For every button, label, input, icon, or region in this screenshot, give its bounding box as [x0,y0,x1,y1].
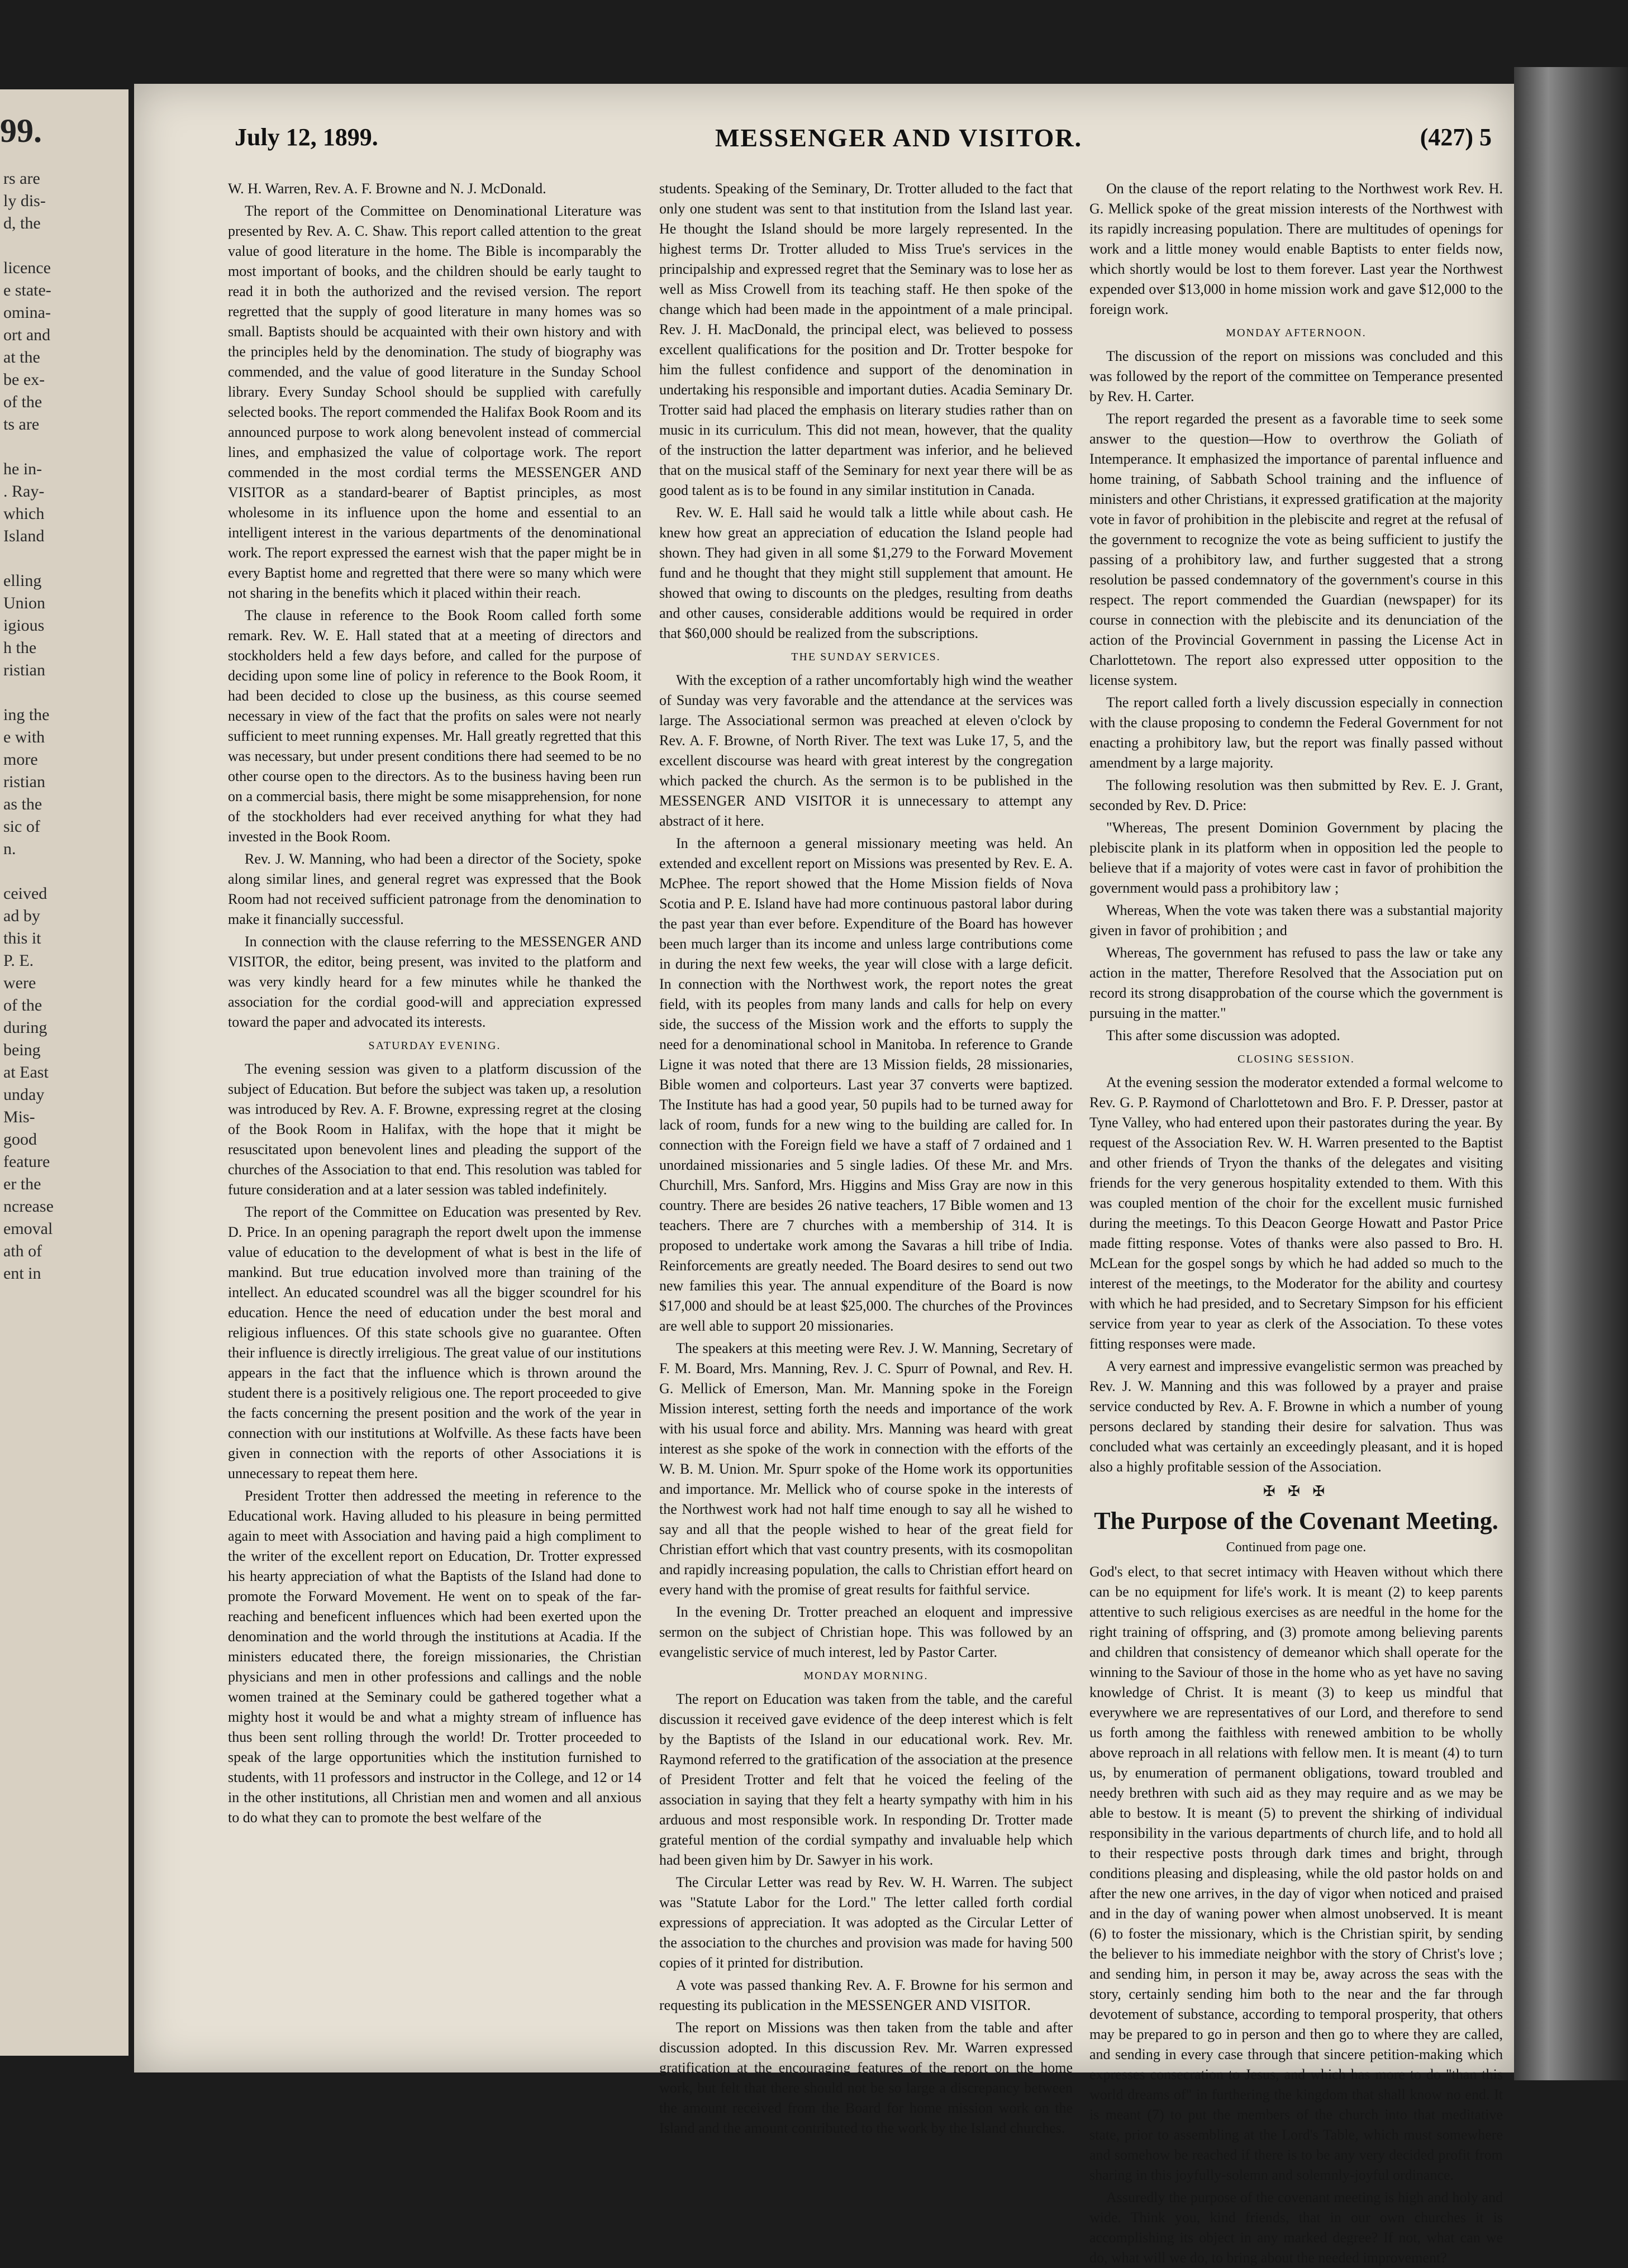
paragraph: The report on Education was taken from the table, and the careful discussion it received gave evidence of the deep interest which is felt by the Baptists of the Island in our educational work. Rev. Mr. Raymond referred to the gratification of the association at the presence of President Trotter and felt that he voiced the feeling of the association in saying that they felt a hearty sympathy with him in his arduous and most responsible work. In responding Dr. Trotter made grateful mention of the cordial sympathy and invaluable help which had been given him by Dr. Sawyer in his work. [659,1691,1073,1868]
paragraph: The report of the Committee on Denominational Literature was presented by Rev. A. C. Shaw. This report called attention to the great value of good literature in the home. The Bible is incomparably the most important of books, and the children should be early taught to read it in both the authorized and the revised version. The report regretted that the supply of good literature in many homes was so small. Baptists should be acquainted with their own history and with the principles held by the denomination. The study of biography was commended, and the value of good literature in the Sunday School library. Every Sunday School should be supplied with carefully selected books. The report commended the Halifax Book Room and its announced purpose to work along benevolent instead of commercial lines, and emphasized the value of colportage work. The report commended in the most cordial terms the MESSENGER AND VISITOR as a standard-bearer of Baptist principles, as most wholesome in its influence upon the home and essential to an intelligent interest in the various departments of the denominational work. The report expressed the earnest wish that the paper might be in every Baptist home and regretted that there were so many which were not sharing in the benefits which it placed within their reach. [228,203,641,601]
paragraph: In the evening Dr. Trotter preached an eloquent and impressive sermon on the subject of Christian hope. This was followed by an evangelistic service of much interest, led by Pastor Carter. [659,1604,1073,1660]
paragraph: At the evening session the moderator extended a formal welcome to Rev. G. P. Raymond of Charlottetown and Bro. F. P. Dresser, pastor at Tyne Valley, who had entered upon their pastorates during the year. By request of the Association Rev. W. H. Warren presented to the Baptist and other friends of Tryon the thanks of the delegates and visiting friends for the very generous hospitality extended to them. With this was coupled mention of the choir for the excellent music furnished during the meetings. To this Deacon George Howatt and Pastor Price made fitting response. Votes of thanks were also passed to Bro. H. McLean for the gospel songs by which he had added so much to the interest of the meetings, to the Moderator for the ability and courtesy with which he had presided, and to Secretary Simpson for his efficient service from year to year as clerk of the Association. To these votes fitting responses were made. [1089,1074,1503,1352]
paragraph: Assuredly the purpose of the covenant meeting is high and holy and wide. Think you, kind friends, that in our own churches it is accomplishing its object in any marked degree? If not, what can we do, what will we do, to bring about the needed improvement? [1089,2189,1503,2266]
paragraph: The Circular Letter was read by Rev. W. H. Warren. The subject was "Statute Labor for the Lord." The letter called forth cordial expressions of appreciation. It was adopted as the Circular Letter of the association to the churches and provision was made for having 500 copies of it printed for distribution. [659,1874,1073,1971]
newspaper-page [134,84,1514,2266]
paragraph: Rev. W. E. Hall said he would talk a little while about cash. He knew how great an appreciation of education the Island people had shown. They had given in all some $1,279 to the Forward Movement fund and he thought that they might still supplement that amount. He showed that owing to discounts on the pledges, resulting from deaths and other causes, considerable additions would be required in order that $60,000 should be realized from the subscriptions. [659,504,1073,641]
paragraph: Rev. J. W. Manning, who had been a director of the Society, spoke along similar lines, and general regret was expressed that the Book Room had not received sufficient patronage from the denomination to make it financially successful. [228,851,641,927]
paragraph: The following resolution was then submitted by Rev. E. J. Grant, seconded by Rev. D. Price: [1089,777,1503,813]
paragraph: The evening session was given to a platform discussion of the subject of Education. But before the subject was taken up, a resolution was introduced by Rev. A. F. Browne, expressing regret at the closing of the Book Room in Halifax, with the hope that it might be resuscitated upon benevolent lines and pleading the support of the churches of the Association to that end. This resolution was tabled for future consideration and at a later session was tabled indefinitely. [228,1061,641,1198]
paragraph: This after some discussion was adopted. [1106,1027,1340,1044]
section-heading: THE SUNDAY SERVICES. [791,651,941,663]
column-1 [228,179,641,2039]
adjacent-page-number: 99. [0,112,42,149]
paragraph: God's elect, to that secret intimacy with Heaven without which there can be no equipment for life's work. It is meant (2) to keep parents attentive to such religious exercises as are needful in the home for the right training of offspring, and (3) promote among believing parents and children that consistency of demeanor which shall operate for the winning to the Saviour of those in the home who as yet have no saving knowledge of Christ. It is meant (3) to keep us mindful that everywhere we are representatives of our Lord, and therefore to send us forth among the faithless with renewed ambition to be wholly above reproach in all relations with fellow men. It is meant (4) to turn us, by enumeration of permanent obligations, toward troubled and needy brethren with such aid as they may require and as we may be able to bestow. It is meant (5) to prevent the shirking of individual responsibility in the various departments of church life, and to hold all to their respective posts through dark times and bright, through conditions pleasing and displeasing, while the old pastor holds on and after the new one arrives, in the day of vigor when noticed and praised and in the day of waning power when almost unobserved. It is meant (6) to foster the missionary, which is the Christian spirit, by sending the believer to his immediate neighbor with the story of Christ's love ; and sending him, in person it may be, away across the seas with the story, certainly sending him both to the near and the far through devotement of substance, according to temporal prosperity, that others may be prepared to go in person and then go to where they are called, and sending in every case through that sincere petition-making which expresses consecration to Jesus, and which has more to do "than this world dreams of" in furthering the kingdom that shall know no end. It is meant (7) to put the members of the church into that meditative state, prior to assembling at the Lord's Table, which must somewhere and somehow be reached if there is to be any very decided profit from sharing in this joyfully-solemn and solemnly-joyful ordinance. [1089,1564,1503,2183]
section-heading: SATURDAY EVENING. [368,1040,501,1052]
section-heading: MONDAY MORNING. [803,1670,929,1682]
paragraph: The discussion of the report on missions was concluded and this was followed by the report of the committee on Temperance presented by Rev. H. Carter. [1089,348,1503,404]
column-3 [1089,179,1503,2266]
adjacent-page-text: rs are ly dis- d, the licence e state- omina- ort and at the be ex- of the ts are he in- . Ray- which Island elling Union igious h the ristian ing the e with more ristian as the sic of n. ceived ad by this it P. E. were of the during being at East unday Mis- good feature er the ncrease emoval ath of ent in [3,169,54,1283]
page-number: (427) 5 [1420,123,1492,151]
paragraph: The report on Missions was then taken from the table and after discussion adopted. In this discussion Rev. Mr. Warren expressed gratification at the encouraging features of the report on the home work, but felt that there should not be so large a discrepancy between the amount received from the Board for home mission work on the Island and the amount contributed to the work by the Island churches. [659,2019,1073,2136]
section-heading: CLOSING SESSION. [1237,1053,1355,1065]
paragraph: The report regarded the present as a favorable time to seek some answer to the question—How to overthrow the Goliath of Intemperance. It emphasized the importance of parental influence and home training, of Sabbath School training and the influence of ministers and other Christians, it expressed gratification at the majority vote in favor of prohibition in the plebiscite and regret at the refusal of the government to recognize the vote as being sufficient to justify the passing of a prohibitory law, and further suggested that a strong resolution be passed condemnatory of the government's course in this respect. The report commended the Guardian (newspaper) for its course in connection with the plebiscite and its denunciation of the action of the Provincial Government in passing the License Act in Charlottetown. The report also expressed utter opposition to the license system. [1089,411,1503,688]
paragraph: A vote was passed thanking Rev. A. F. Browne for his sermon and requesting its publication in the MESSENGER AND VISITOR. [659,1977,1073,2013]
paragraph: A very earnest and impressive evangelistic sermon was preached by Rev. J. W. Manning and this was followed by a prayer and praise service conducted by Rev. A. F. Browne in which a number of young persons declared by standing their desire for salvation. Thus was concluded what was certainly an exceedingly pleasant, and it is hoped also a highly profitable session of the Association. [1089,1358,1503,1475]
paragraph: The report called forth a lively discussion especially in connection with the clause proposing to condemn the Federal Government for not enacting a prohibitory law, but the report was finally passed without amendment by a large majority. [1089,694,1503,771]
paragraph: With the exception of a rather uncomfortably high wind the weather of Sunday was very favorable and the attendance at the services was large. The Associational sermon was preached at eleven o'clock by Rev. A. F. Browne, of North River. The text was Luke 17, 5, and the excellent discourse was heard with great interest by the congregation which packed the church. As the sermon is to be published in the MESSENGER AND VISITOR it is unnecessary to attempt any abstract of it here. [659,672,1073,829]
section-heading: MONDAY AFTERNOON. [1226,327,1367,339]
newspaper-title: MESSENGER AND VISITOR. [715,123,1083,152]
paragraph: On the clause of the report relating to the Northwest work Rev. H. G. Mellick spoke of the great mission interests of the Northwest with its rapidly increasing population. There are multitudes of openings for work and a little money would enable Baptists to enter fields now, which shortly would be lost to them forever. Last year the Northwest expended over $13,000 in home mission work and gave $12,000 to the foreign work. [1089,180,1503,317]
issue-date: July 12, 1899. [235,123,378,151]
paragraph: President Trotter then addressed the meeting in reference to the Educational work. Having alluded to his pleasure in being permitted again to meet with Association and having paid a high compliment to the writer of the excellent report on Education, Dr. Trotter expressed his hearty appreciation of what the Baptists of the Island had done to promote the Forward Movement. He went on to speak of the far-reaching and beneficent influences which had been exerted upon the denomination and the world through the institutions at Acadia. If the ministers educated there, the foreign missionaries, the Christian physicians and men in other professions and callings and the noble women trained at the Seminary could be gathered together what a mighty host it would be and what a mighty stream of influence has thus been sent rolling through the world! Dr. Trotter proceeded to speak of the large opportunities which the institution furnished to students, with 11 professors and instructor in the College, and 12 or 14 in the other institutions, all Christian men and women and all anxious to do what they can to promote the best welfare of the [228,1488,641,1826]
paragraph: The clause in reference to the Book Room called forth some remark. Rev. W. E. Hall stated that at a meeting of directors and stockholders held a few days before, and called for the purpose of deciding upon some line of policy in reference to the Book Room, it had been decided to close up the business, as this course seemed necessary in view of the fact that the profits on sales were not nearly sufficient to meet running expenses. Mr. Hall greatly regretted that this was necessary, but under present conditions there had seemed to be no other course open to the directors. As to the business having been run on a commercial basis, there might be some misapprehension, for none of the stockholders had ever received anything for what they had invested in the Book Room. [228,607,641,845]
paragraph: students. Speaking of the Seminary, Dr. Trotter alluded to the fact that only one student was sent to that institution from the Island last year. He thought the Island should be more largely represented. In the highest terms Dr. Trotter alluded to Miss True's services in the principalship and expressed regret that the Seminary was to lose her as well as Miss Crowell from its teaching staff. He then spoke of the change which had been made in the appointment of a male principal. Rev. J. H. MacDonald, the principal elect, was believed to possess excellent qualifications for the position and Dr. Trotter bespoke for him the fullest confidence and support of the denomination in undertaking his responsible and important duties. Acadia Seminary Dr. Trotter said had placed the emphasis on literary studies rather than on music in its curriculum. This did not mean, however, that the quality of the instruction the latter department was inferior, and he believed that on the musical staff of the Seminary for next year there will be as good talent as is to be found in any similar institution in Canada. [659,180,1073,498]
paragraph: In the afternoon a general missionary meeting was held. An extended and excellent report on Missions was presented by Rev. E. A. McPhee. The report showed that the Home Mission fields of Nova Scotia and P. E. Island have had more continuous pastoral labor during the past year than ever before. Expenditure of the Board has however been much larger than its income and unless large contributions come in during the next few weeks, the year will close with a large deficit. In connection with the Northwest work, the report notes the great field, with its peoples from many lands and calls for help on every side, the success of the Mission work and the efforts to supply the need for a denominational school in Manitoba. In reference to Grande Ligne it was noted that there are 13 Mission fields, 28 missionaries, Bible women and colporteurs. Last year 37 converts were baptized. The Institute has had a good year, 50 pupils had to be turned away for lack of room, funds for a new wing to the building are called for. In connection with the Foreign field we have a staff of 7 ordained and 1 unordained missionaries and 5 single ladies. Of these Mr. and Mrs. Churchill, Mrs. Sanford, Mrs. Higgins and Miss Gray are now in this country. There are besides 26 native teachers, 17 Bible women and 13 teachers. There are 7 churches with a membership of 314. It is proposed to undertake work among the Savaras a hill tribe of India. Reinforcements are greatly needed. The Board desires to send out two new families this year. The annual expenditure of the Board is now $17,000 and should be at least $25,000. The churches of the Provinces are well able to support 20 missionaries. [659,835,1073,1334]
paragraph: Whereas, When the vote was taken there was a substantial majority given in favor of prohibition ; and [1089,902,1503,938]
paragraph: The report of the Committee on Education was presented by Rev. D. Price. In an opening paragraph the report dwelt upon the immense value of education to the development of what is best in the life of mankind. But true education involved more than training of the intellect. An educated scoundrel was all the bigger scoundrel for his education. Hence the need of education under the best moral and religious influences. Of this state schools give no guarantee. Often their influence is directly irreligious. The great value of our institutions appears in the fact that the influence which is thrown around the student there is a positively religious one. The report proceeded to give the facts concerning the present position and the work of the year in connection with our institutions at Wolfville. As these facts have been given in connection with the reports of other Associations it is unnecessary to repeat them here. [228,1204,641,1481]
article-continuation-note: Continued from page one. [1226,1540,1367,1555]
column-2 [659,179,1073,2136]
book-binding [1514,67,1628,2080]
paragraph: The speakers at this meeting were Rev. J. W. Manning, Secretary of F. M. Board, Mrs. Manning, Rev. J. C. Spurr of Pownal, and Rev. H. G. Mellick of Emerson, Man. Mr. Manning spoke in the Foreign Mission interest, setting forth the needs and importance of the work with his usual force and ability. Mrs. Manning was heard with great interest as she spoke of the work in connection with the efforts of the W. B. M. Union. Mr. Spurr spoke of the Home work its opportunities and importance. Mr. Mellick who of course spoke in the interests of the Northwest work had not half time enough to say all he wished to say and all that the people wished to hear of the great field for Christian effort which that vast country presents, with its cosmopolitan and rapidly increasing population, the calls to Christian effort heard on every hand with the promise of great results for faithful service. [659,1340,1073,1598]
paragraph: "Whereas, The present Dominion Government by placing the plebiscite plank in its platform when in opposition led the people to believe that if a majority of votes were cast in favor of prohibition the government would pass a prohibitory law ; [1089,819,1503,896]
paragraph: W. H. Warren, Rev. A. F. Browne and N. J. McDonald. [228,180,546,197]
article-title: The Purpose of the Covenant Meeting. [1094,1507,1498,1535]
adjacent-page-edge [0,89,128,2056]
paragraph: Whereas, The government has refused to pass the law or take any action in the matter, Therefore Resolved that the Association put on record its strong disapprobation of the course which the government is pursuing in the matter." [1089,945,1503,1021]
ornament-separator: ✠ ✠ ✠ [1263,1483,1330,1499]
paragraph: In connection with the clause referring to the MESSENGER AND VISITOR, the editor, being present, was invited to the platform and was very kindly heard for a few minutes while he thanked the association for the cordial good-will and appreciation expressed toward the paper and advocated its interests. [228,933,641,1030]
masthead [235,123,1492,173]
